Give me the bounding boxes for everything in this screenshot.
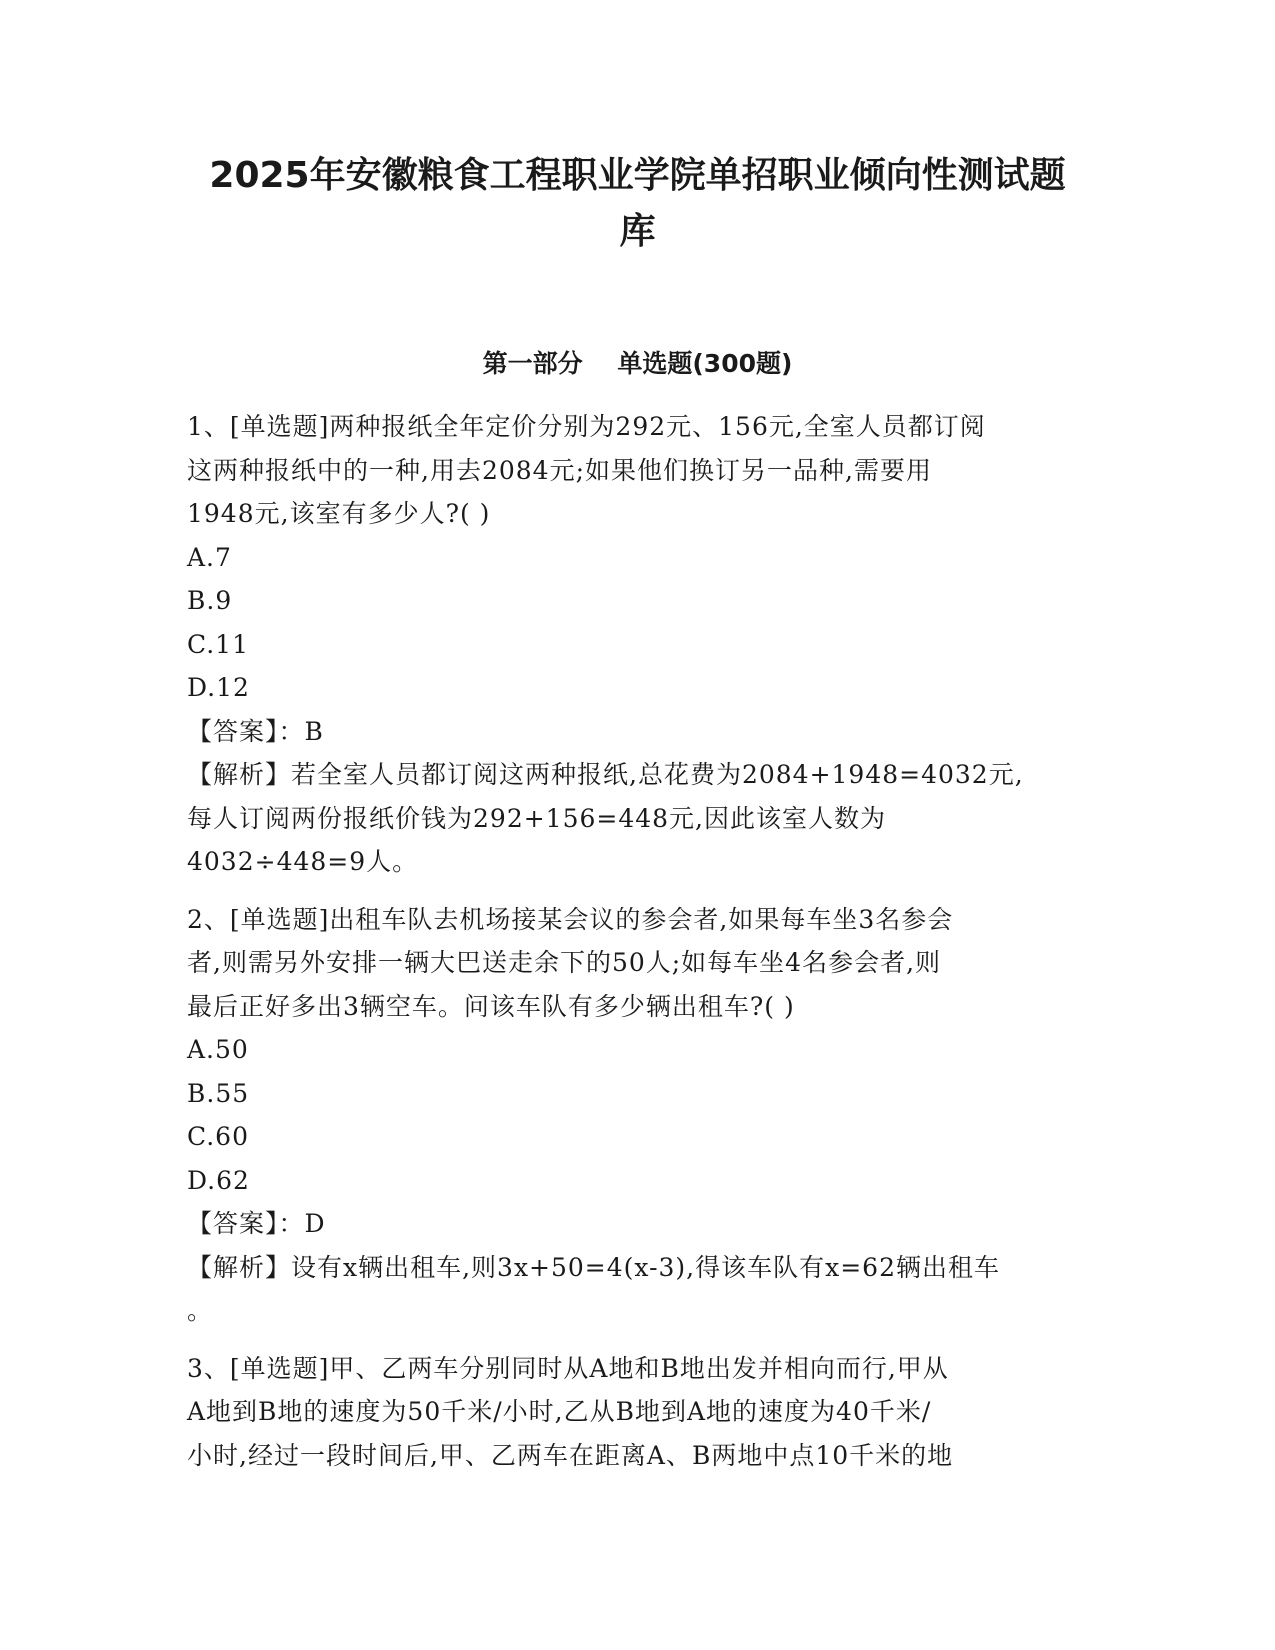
analysis-line: 4032÷448=9人。 xyxy=(187,847,419,876)
question-stem-line: 最后正好多出3辆空车。问该车队有多少辆出租车?( ) xyxy=(187,991,795,1021)
option-a: A.7 xyxy=(187,542,232,572)
analysis-line: 。 xyxy=(187,1296,214,1325)
option-c: C.11 xyxy=(187,629,249,659)
section-title: 第一部分 单选题(300题) xyxy=(482,349,793,378)
option-d: D.12 xyxy=(187,673,250,702)
question-stem-line: 1、[单选题]两种报纸全年定价分别为292元、156元,全室人员都订阅 xyxy=(187,412,986,441)
option-d: D.62 xyxy=(187,1165,250,1195)
option-a: A.50 xyxy=(187,1035,249,1064)
question-3 xyxy=(187,1347,1087,1478)
question-1 xyxy=(187,405,1087,884)
option-c: C.60 xyxy=(187,1122,249,1151)
question-2 xyxy=(187,898,1087,1333)
document-title-line-1: 2025年安徽粮食工程职业学院单招职业倾向性测试题 xyxy=(209,155,1066,196)
option-b: B.9 xyxy=(187,586,233,615)
answer: 【答案】：D xyxy=(187,1209,326,1238)
option-b: B.55 xyxy=(187,1078,250,1108)
question-stem-line: 小时,经过一段时间后,甲、乙两车在距离A、B两地中点10千米的地 xyxy=(187,1440,954,1470)
answer: 【答案】：B xyxy=(187,716,324,746)
document-title xyxy=(150,148,1125,260)
analysis-line: 【解析】设有x辆出租车,则3x+50=4(x-3),得该车队有x=62辆出租车 xyxy=(187,1252,1000,1282)
analysis-line: 每人订阅两份报纸价钱为292+156=448元,因此该室人数为 xyxy=(187,803,886,833)
question-list xyxy=(187,405,1087,1477)
question-stem-line: 1948元,该室有多少人?( ) xyxy=(187,499,491,528)
question-stem-line: A地到B地的速度为50千米/小时,乙从B地到A地的速度为40千米/ xyxy=(187,1397,932,1426)
document-title-line-2: 库 xyxy=(619,211,656,252)
question-stem-line: 2、[单选题]出租车队去机场接某会议的参会者,如果每车坐3名参会 xyxy=(187,904,954,934)
question-stem-line: 3、[单选题]甲、乙两车分别同时从A地和B地出发并相向而行,甲从 xyxy=(187,1353,949,1383)
analysis-line: 【解析】若全室人员都订阅这两种报纸,总花费为2084+1948=4032元, xyxy=(187,760,1024,789)
question-stem-line: 者,则需另外安排一辆大巴送走余下的50人;如每车坐4名参会者,则 xyxy=(187,948,942,977)
question-stem-line: 这两种报纸中的一种,用去2084元;如果他们换订另一品种,需要用 xyxy=(187,455,932,485)
